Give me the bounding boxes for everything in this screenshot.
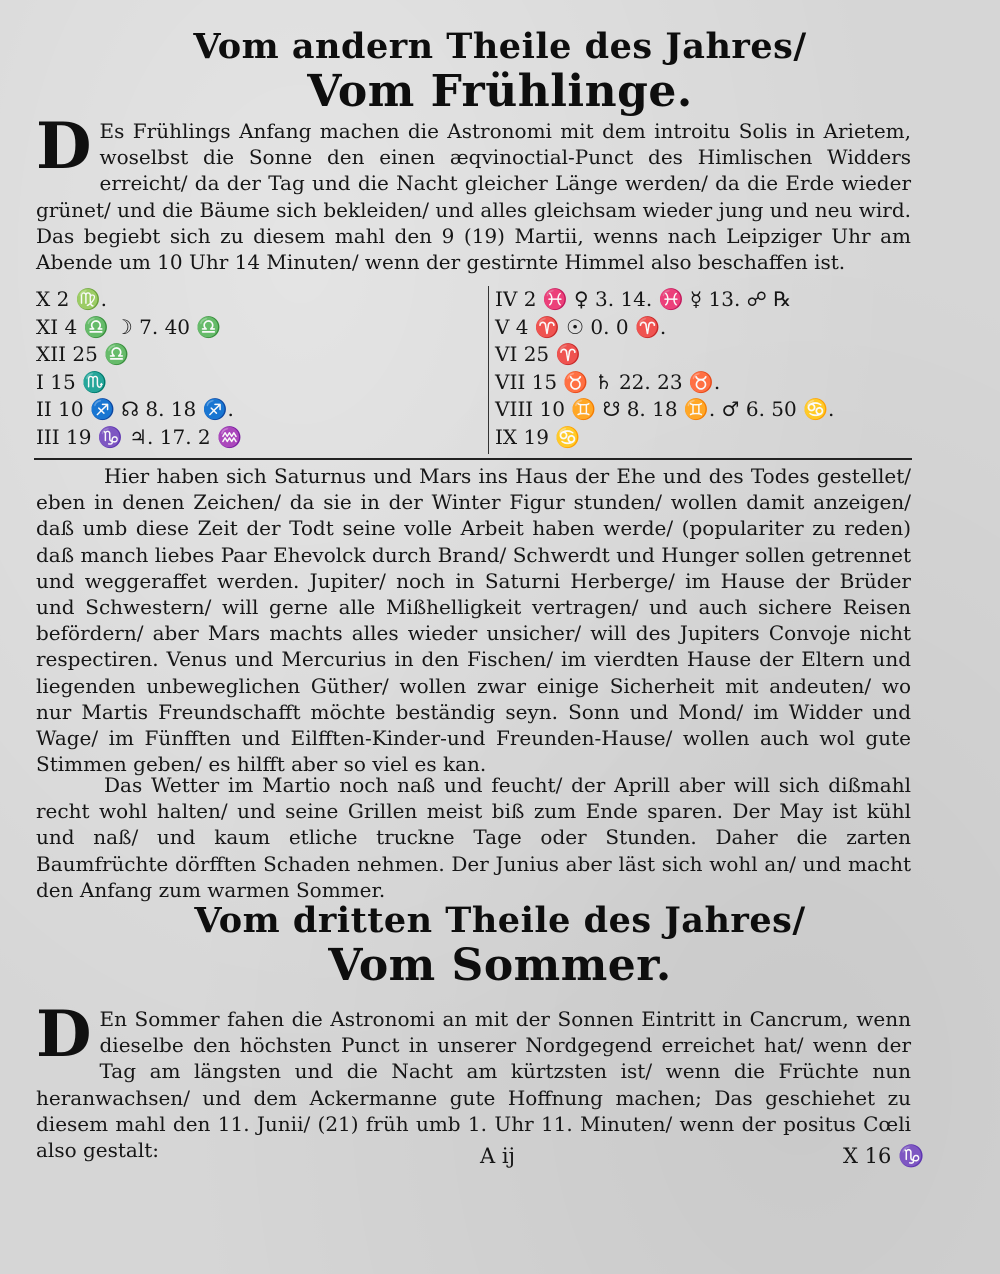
horoscope-left-column <box>36 286 476 451</box>
summer-intro-text: En Sommer fahen die Astronomi an mit der Sonnen Eintritt in Cancrum, wenn dieselbe den höchsten Punct in unserer Nordgegend erreichet hat/ wenn der Tag am längsten und die Nacht am kürtzsten ist/ wenn die Früchte nun heranwachsen/ und dem Ackermanne gute Hoffnung machen; Das geschiehet zu diesem mahl den 11. Junii/ (21) früh umb 1. Uhr 11. Minuten/ wenn der positus Cœli also gestalt: <box>36 1007 911 1163</box>
drop-cap: D <box>36 109 92 184</box>
house-position-row: IX 19 ♋ <box>495 424 581 449</box>
section-title-summer: Vom Sommer. <box>328 940 672 991</box>
weather-paragraph: Das Wetter im Martio noch naß und feucht/ der Aprill aber will sich dißmahl recht wohl halten/ und seine Grillen meist biß zum Ende sparen. Der May ist kühl und naß/ und kaum etliche truckne Tage oder Stunden. Daher die zarten Baumfrüchte dörfften Schaden nehmen. Der Junius aber läst sich wohl an/ und macht den Anfang zum warmen Sommer. <box>36 773 911 902</box>
section-heading-summer: Vom dritten Theile des Jahres/ <box>194 900 806 941</box>
section-title-spring: Vom Frühlinge. <box>307 66 693 117</box>
spring-intro-paragraph <box>36 109 911 275</box>
section-heading-spring: Vom andern Theile des Jahres/ <box>193 26 807 67</box>
spring-commentary-paragraph: Hier haben sich Saturnus und Mars ins Haus der Ehe und des Todes gestellet/ eben in denen Zeichen/ da sie in der Winter Figur stunden/ wollen damit anzeigen/ daß umb diese Zeit der Todt seine volle Arbeit haben werde/ (populariter zu reden) daß manch liebes Paar Ehevolck durch Brand/ Schwerdt und Hunger sollen getrennet und weggeraffet werden. Jupiter/ noch in Saturni Herberge/ im Hause der Brüder und Schwestern/ will gerne alle Mißhelligkeit vertragen/ und auch sichere Reisen befördern/ aber Mars machts alles wieder unsicher/ will des Jupiters Convoje nicht respectiren. Venus und Mercurius in den Fischen/ im vierdten Hause der Eltern und liegenden unbeweglichen Güther/ wollen zwar einige Sicherheit mit andeuten/ wo nur Martis Freundschafft möchte beständig seyn. Sonn und Mond/ im Widder und Wage/ im Fünfften und Eilfften-Kinder-und Freunden-Hause/ wollen auch wol gute Stimmen geben/ es hilfft aber so viel es kan. <box>36 464 911 777</box>
house-position-row: XI 4 ♎ ☽ 7. 40 ♎ <box>36 314 222 339</box>
house-position-row: II 10 ♐ ☊ 8. 18 ♐. <box>36 397 234 421</box>
spring-intro-text: Es Frühlings Anfang machen die Astronomi mit dem introitu Solis in Arietem, woselbst die Sonne den einen æqvinoctial-Punct des Himlischen Widders erreicht/ da der Tag und die Nacht gleicher Länge werden/ da die Erde wieder grünet/ und die Bäume sich bekleiden/ und alles gleichsam wieder jung und neu wird. Das begiebt sich zu diesem mahl den 9 (19) Martii, wenns nach Leipziger Uhr am Abende um 10 Uhr 14 Minuten/ wenn der gestirnte Himmel also beschaffen ist. <box>36 119 911 275</box>
house-position-row: III 19 ♑ ♃. 17. 2 ♒ <box>36 424 242 449</box>
house-position-row: VII 15 ♉ ♄ 22. 23 ♉. <box>495 369 721 394</box>
horoscope-right-column <box>488 286 915 454</box>
house-position-row: VIII 10 ♊ ☋ 8. 18 ♊. ♂ 6. 50 ♋. <box>495 397 835 421</box>
catchword: X 16 ♑ <box>843 1144 925 1168</box>
house-position-row: I 15 ♏ <box>36 369 107 394</box>
drop-cap: D <box>36 997 92 1072</box>
house-position-row: V 4 ♈ ☉ 0. 0 ♈. <box>495 314 667 339</box>
spring-horoscope-table <box>36 286 908 456</box>
horizontal-rule <box>34 458 912 460</box>
house-position-row: X 2 ♍. <box>36 287 107 311</box>
summer-intro-paragraph <box>36 997 911 1163</box>
house-position-row: IV 2 ♓ ♀ 3. 14. ♓ ☿ 13. ☍ ℞ <box>495 287 792 311</box>
house-position-row: VI 25 ♈ <box>495 342 581 366</box>
house-position-row: XII 25 ♎ <box>36 342 130 366</box>
signature-mark: A ij <box>480 1144 516 1168</box>
